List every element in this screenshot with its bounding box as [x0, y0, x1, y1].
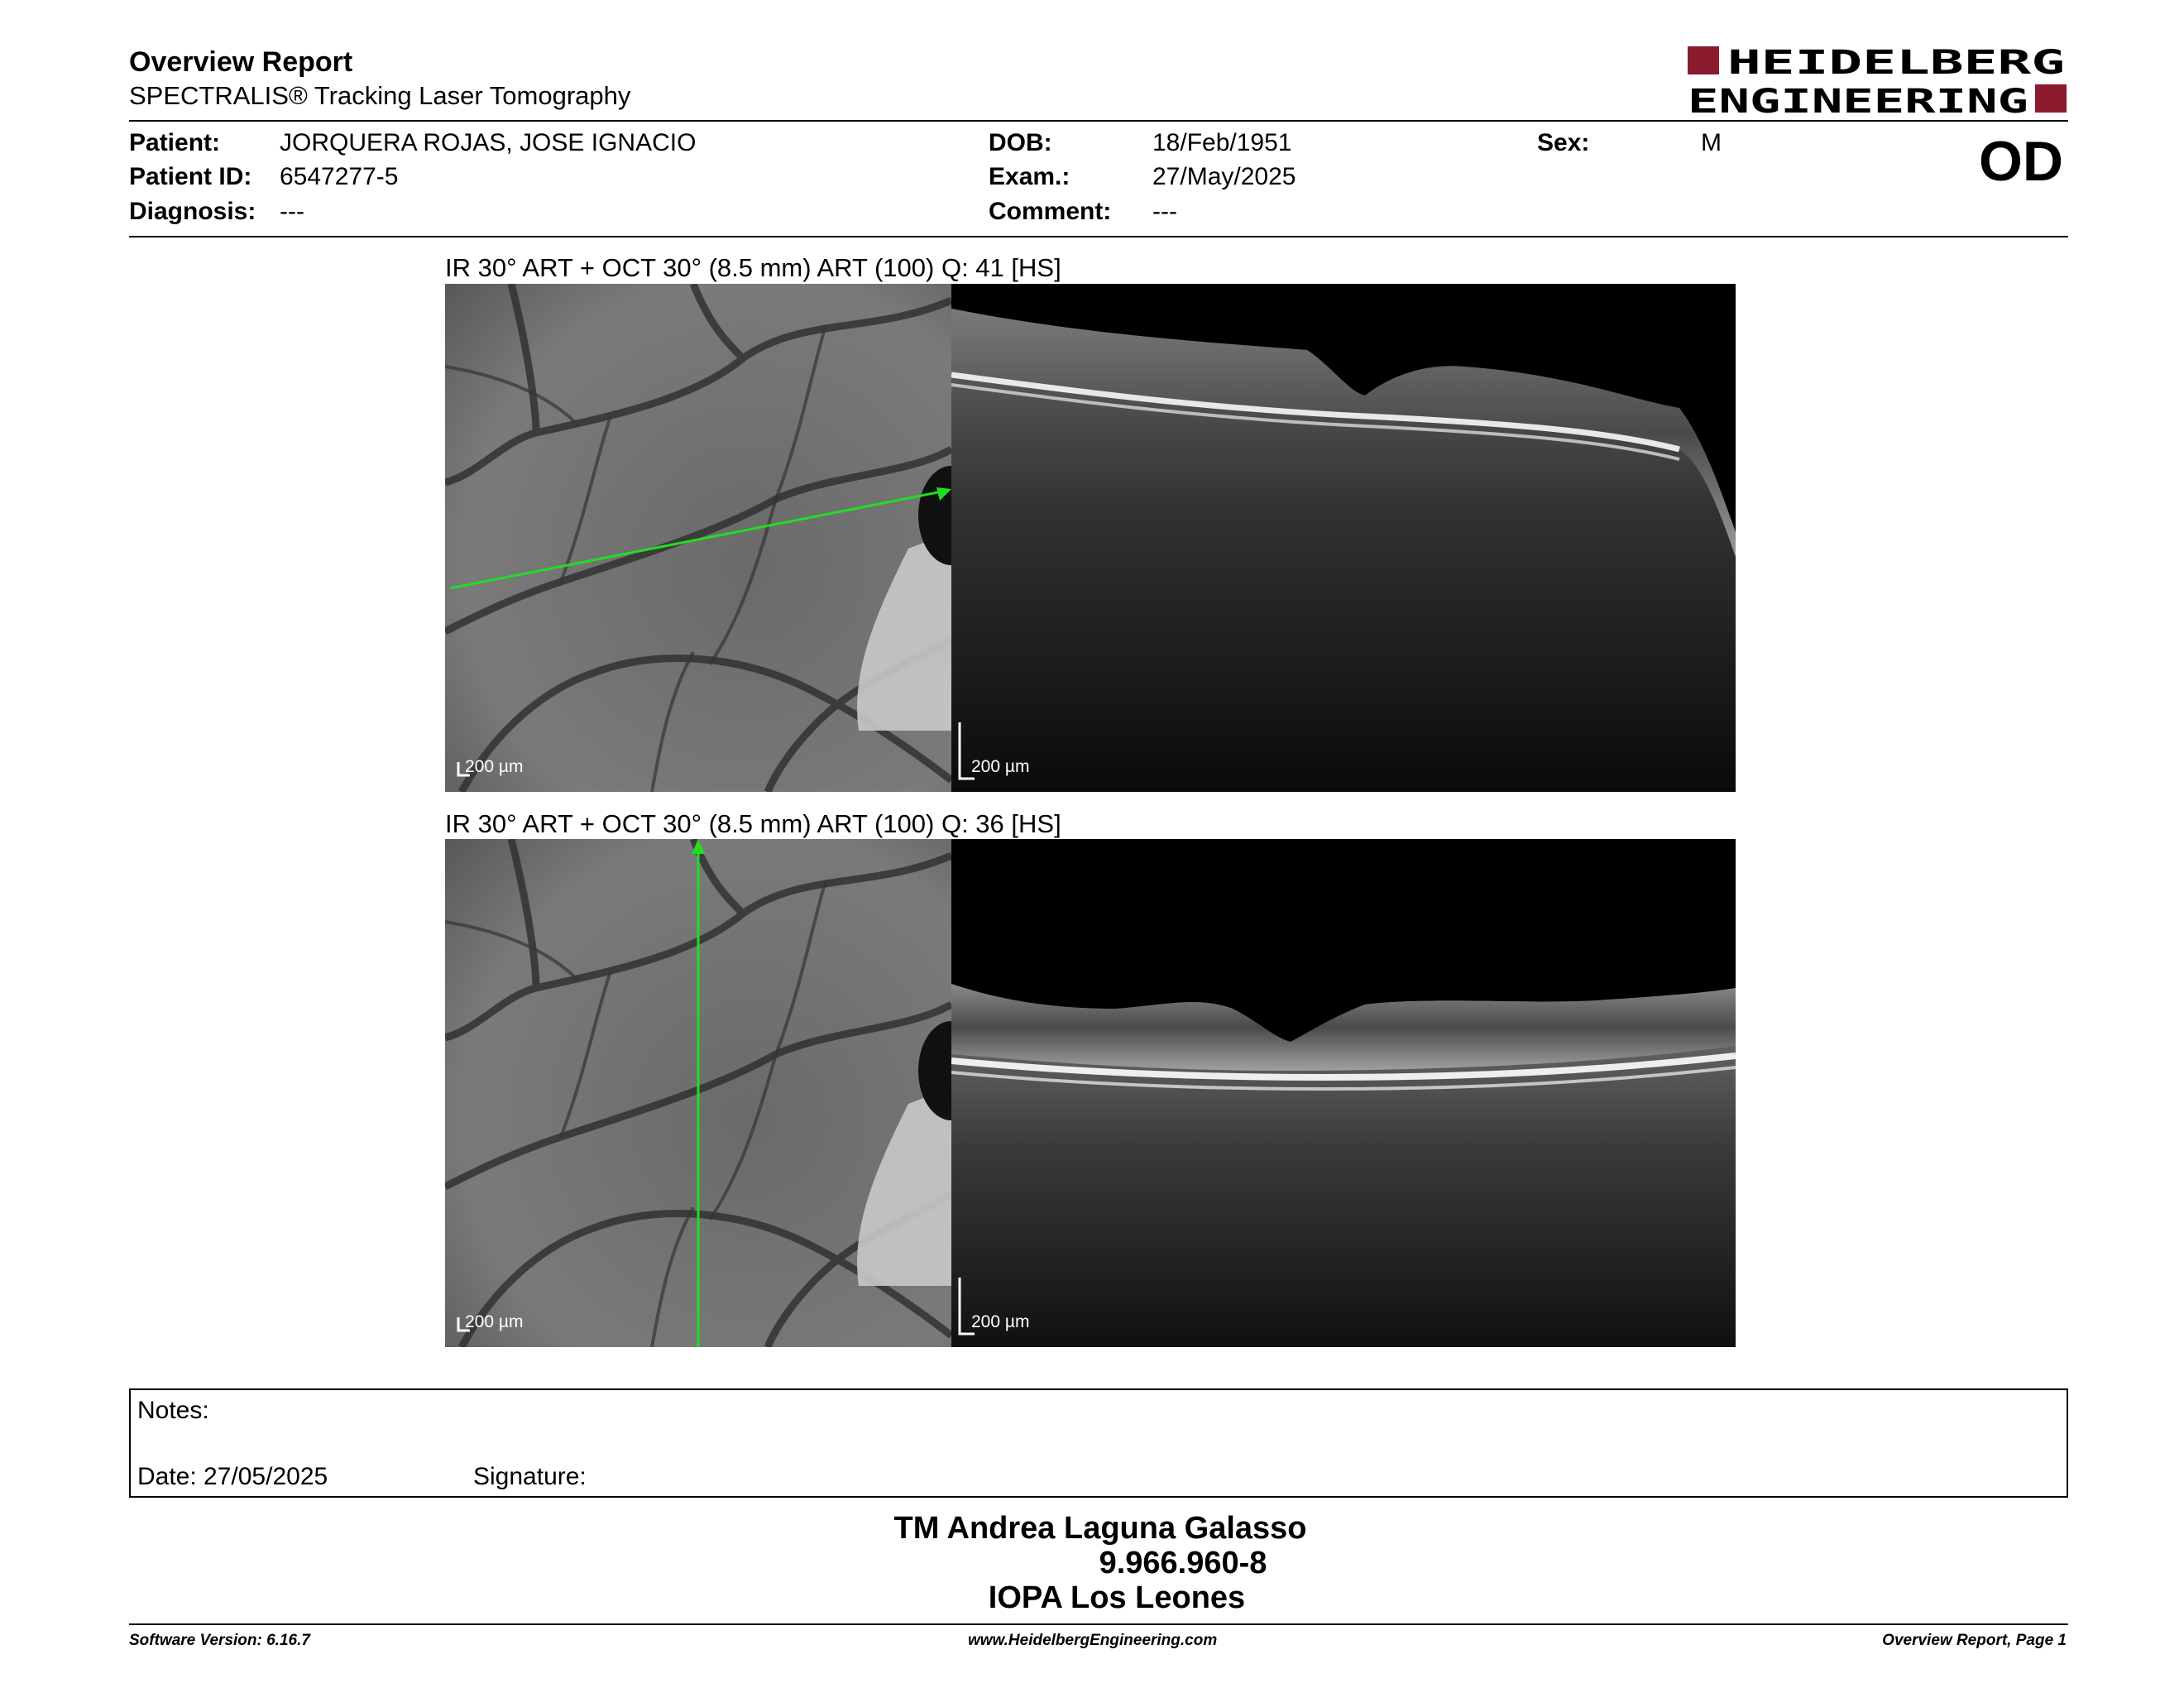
sex-label: Sex: — [1537, 129, 1590, 156]
patient-label: Patient: — [129, 129, 221, 156]
scan-2-title: IR 30° ART + OCT 30° (8.5 mm) ART (100) Q: 36 [HS] — [445, 809, 1061, 838]
oct-bscan-1 — [951, 284, 1736, 792]
software-version: Software Version: 6.16.7 — [129, 1632, 310, 1649]
website-link[interactable]: www.HeidelbergEngineering.com — [968, 1632, 1218, 1649]
exam-value: 27/May/2025 — [1152, 163, 1296, 190]
oct-1-scale-label: 200 µm — [971, 757, 1030, 776]
eye-indicator: OD — [1979, 130, 2063, 193]
dob-value: 18/Feb/1951 — [1152, 129, 1292, 156]
signer-name: TM Andrea Laguna Galasso — [893, 1511, 1307, 1546]
notes-box[interactable] — [129, 1388, 2068, 1498]
notes-date: Date: 27/05/2025 — [137, 1463, 328, 1490]
patient-name: JORQUERA ROJAS, JOSE IGNACIO — [280, 129, 697, 156]
fundus-1-scale-label: 200 µm — [465, 757, 524, 776]
header-divider — [129, 120, 2068, 122]
signer-id: 9.966.960-8 — [1099, 1546, 1267, 1580]
footer-divider — [129, 1623, 2068, 1625]
fundus-image-2 — [445, 839, 951, 1347]
patient-id-label: Patient ID: — [129, 163, 252, 190]
scan-1-title: IR 30° ART + OCT 30° (8.5 mm) ART (100) Q: 41 [HS] — [445, 253, 1061, 282]
notes-label: Notes: — [137, 1397, 209, 1424]
comment-label: Comment: — [989, 198, 1112, 225]
signer-institution: IOPA Los Leones — [988, 1580, 1246, 1615]
svg-text:HEIDELBERG: HEIDELBERG — [1727, 45, 2065, 82]
patient-divider — [129, 236, 2068, 237]
diagnosis-value: --- — [280, 198, 304, 225]
report-title: Overview Report — [129, 46, 353, 78]
diagnosis-label: Diagnosis: — [129, 198, 256, 225]
sex-value: M — [1701, 129, 1722, 156]
report-subtitle: SPECTRALIS® Tracking Laser Tomography — [129, 81, 631, 110]
page-number: Overview Report, Page 1 — [1882, 1632, 2067, 1649]
exam-label: Exam.: — [989, 163, 1070, 190]
signature-label: Signature: — [473, 1463, 587, 1490]
patient-id: 6547277-5 — [280, 163, 399, 190]
oct-2-scale-label: 200 µm — [971, 1312, 1030, 1331]
fundus-2-scale-label: 200 µm — [465, 1312, 524, 1331]
heidelberg-logo — [1688, 45, 2068, 117]
svg-text:ENGINEERING: ENGINEERING — [1688, 83, 2028, 117]
dob-label: DOB: — [989, 129, 1052, 156]
fundus-image-1 — [445, 284, 951, 792]
comment-value: --- — [1152, 198, 1177, 225]
oct-bscan-2 — [951, 839, 1736, 1347]
